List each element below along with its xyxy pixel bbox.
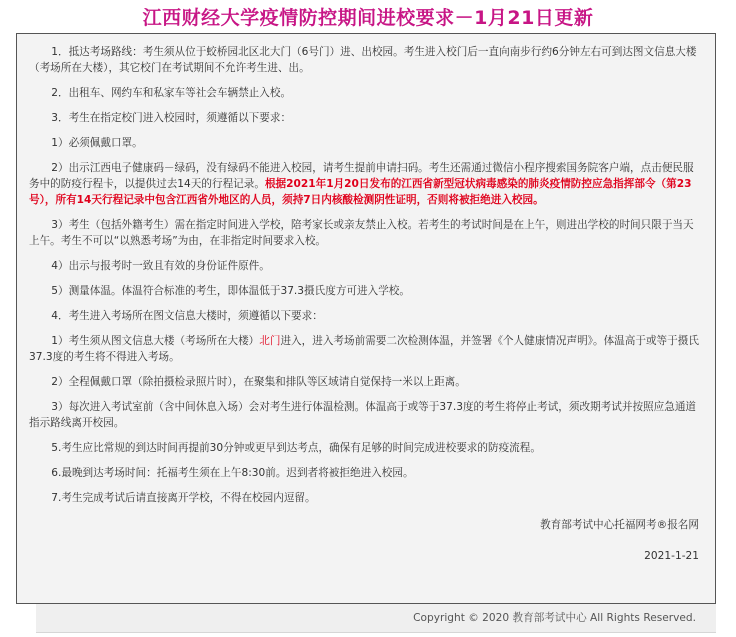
item-1-route: 1．抵达考场路线：考生须从位于蛟桥园北区北大门（6号门）进、出校园。考生进入校门后一直向南步行约6分钟左右可到达图文信息大楼（考场所在大楼），其它校门在考试期间不允许考生进、出。 <box>29 46 697 74</box>
item-4-1-text-a: 1）考生须从图文信息大楼（考场所在大楼） <box>51 335 260 347</box>
copyright-footer: Copyright © 2020 教育部考试中心 All Rights Reserved. <box>36 604 716 633</box>
publish-date: 2021-1-21 <box>644 550 699 562</box>
item-6-latest-arrival: 6.最晚到达考场时间：托福考生须在上午8:30前。迟到者将被拒绝进入校园。 <box>51 467 414 479</box>
item-4-building-requirements: 4．考生进入考场所在图文信息大楼时，须遵循以下要求： <box>51 310 323 322</box>
item-3-2-highlight: 根据2021年1月20日发布的江西省新型冠状病毒感染的肺炎疫情防控应急指挥部令（第23号），所有14天行程记录中包含江西省外地区的人员，须持7日内核酸检测阴性证明，否则将被拒绝进入校园。 <box>29 178 692 206</box>
notice-box <box>16 33 716 604</box>
item-3-5-temperature: 5）测量体温。体温符合标准的考生，即体温低于37.3摄氏度方可进入学校。 <box>51 285 410 297</box>
item-3-gate-requirements: 3．考生在指定校门进入校园时，须遵循以下要求： <box>51 112 292 124</box>
signature: 教育部考试中心托福网考®报名网 <box>540 519 699 531</box>
item-2-vehicles: 2．出租车、网约车和私家车等社会车辆禁止入校。 <box>51 87 292 99</box>
item-4-3-room-check: 3）每次进入考试室前（含中间休息入场）会对考生进行体温检测。体温高于或等于37.3度的考生将停止考试，须改期考试并按照应急通道指示路线离开校园。 <box>29 401 697 429</box>
item-4-2-mask-distance: 2）全程佩戴口罩（除拍摄检录照片时），在聚集和排队等区域请自觉保持一米以上距离。 <box>51 376 466 388</box>
item-3-2-text: 2）出示江西电子健康码－绿码，没有绿码不能进入校园，请考生提前申请扫码。考生还需通过微信小程序搜索国务院客户端，点击便民服务中的防疫行程卡，以提供过去14天的行程记录。 <box>29 162 694 190</box>
item-5-arrival: 5.考生应比常规的到达时间再提前30分钟或更早到达考点，确保有足够的时间完成进校要求的防疫流程。 <box>51 442 541 454</box>
item-3-2-health-code <box>29 160 703 208</box>
item-4-1-north-gate-highlight: 北门 <box>259 335 281 347</box>
item-7-leave: 7.考生完成考试后请直接离开学校，不得在校园内逗留。 <box>51 492 316 504</box>
item-4-1-text-c: 进入，进入考场前需要二次检测体温，并签署《个人健康情况声明》。体温高于或等于摄氏37.3度的考生将不得进入考场。 <box>29 335 699 363</box>
item-3-3-entry-time: 3）考生（包括外籍考生）需在指定时间进入学校，陪考家长或亲友禁止入校。若考生的考试时间是在上午，则进出学校的时间只限于当天上午。考生不可以“以熟悉考场”为由，在非指定时间要求入校。 <box>29 219 694 247</box>
item-3-1-mask: 1）必须佩戴口罩。 <box>51 137 143 149</box>
item-4-1-north-gate <box>29 333 703 365</box>
item-3-4-id: 4）出示与报考时一致且有效的身份证件原件。 <box>51 260 270 272</box>
page-title: 江西财经大学疫情防控期间进校要求－1月21日更新 <box>142 7 594 29</box>
